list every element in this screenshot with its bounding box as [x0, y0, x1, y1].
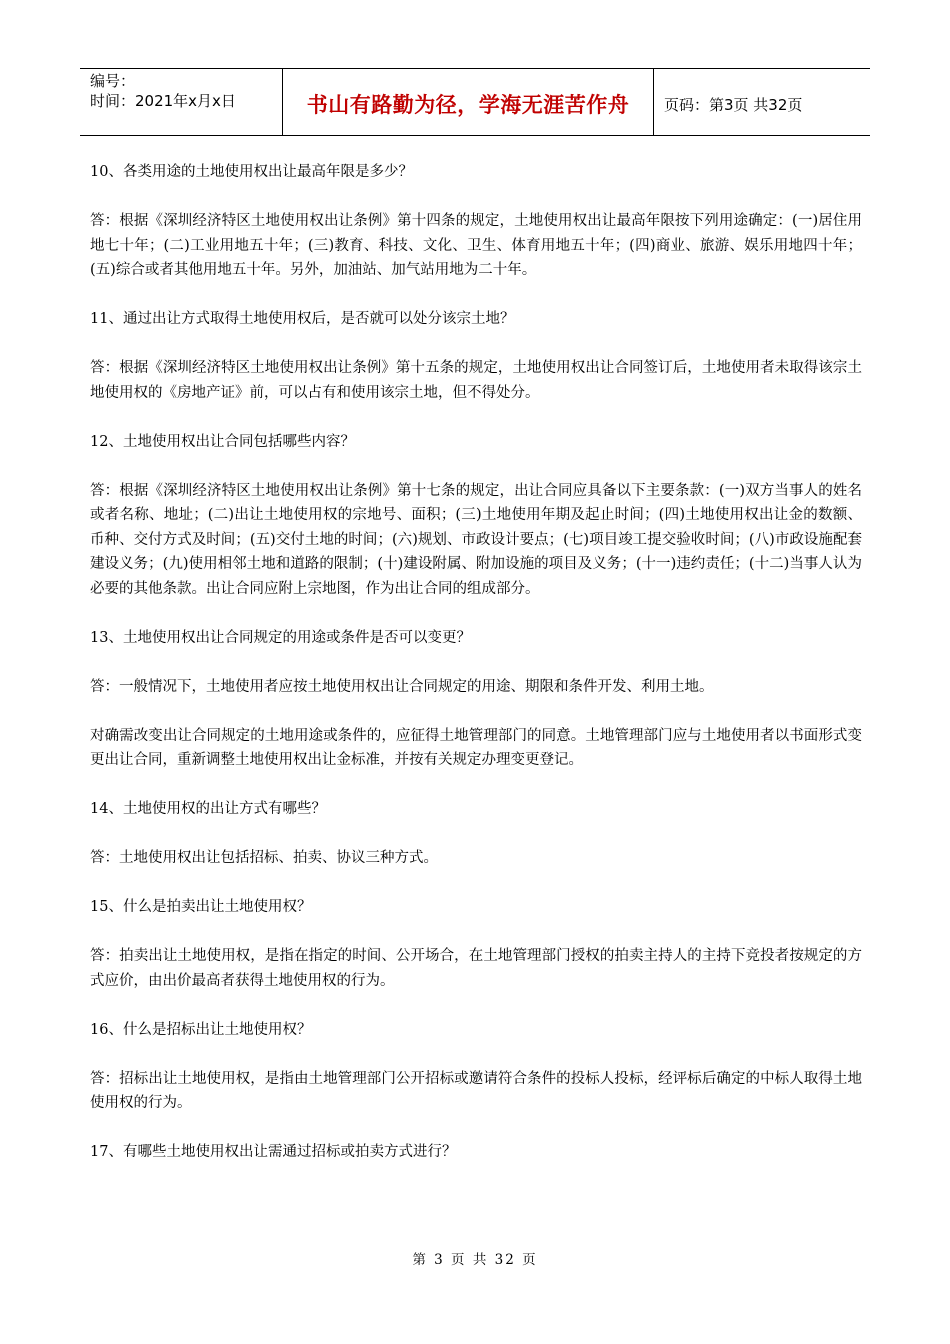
question-14: 14、土地使用权的出让方式有哪些？: [90, 801, 326, 817]
answer-12: 答：根据《深圳经济特区土地使用权出让条例》第十七条的规定，出让合同应具备以下主要条款：(一)双方当事人的姓名或者名称、地址；(二)出让土地使用权的宗地号、面积；(三)土地使用年期及起止时间；(四)土地使用权出让金的数额、币种、交付方式及时间；(五)交付土地的时间；(六)规划、市政设计要点；(七)项目竣工提交验收时间；(八)市政设施配套建设义务；(九)使用相邻土地和道路的限制；(十)建设附属、附加设施的项目及义务；(十一)违约责任；(十二)当事人认为必要的其他条款。出让合同应附上宗地图，作为出让合同的组成部分。: [90, 482, 862, 597]
document-number-label: 编号：: [90, 72, 136, 90]
question-12: 12、土地使用权出让合同包括哪些内容？: [90, 433, 355, 450]
answer-10: 答：根据《深圳经济特区土地使用权出让条例》第十四条的规定，土地使用权出让最高年限按下列用途确定：(一)居住用地七十年；(二)工业用地五十年；(三)教育、科技、文化、卫生、体育用地五十年；(四)商业、旅游、娱乐用地四十年；(五)综合或者其他用地五十年。另外，加油站、加气站用地为二十年。: [90, 213, 862, 278]
document-header: [80, 68, 870, 136]
answer-11: 答：根据《深圳经济特区土地使用权出让条例》第十五条的规定，土地使用权出让合同签订后，土地使用者未取得该宗土地使用权的《房地产证》前，可以占有和使用该宗土地，但不得处分。: [90, 360, 862, 401]
header-motto: 书山有路勤为径，学海无涯苦作舟: [282, 69, 654, 135]
answer-16: 答：招标出让土地使用权，是指由土地管理部门公开招标或邀请符合条件的投标人投标，经评标后确定的中标人取得土地使用权的行为。: [90, 1070, 862, 1111]
question-17: 17、有哪些土地使用权出让需通过招标或拍卖方式进行？: [90, 1144, 457, 1160]
document-time-label: 时间：2021年x月x日: [90, 92, 236, 110]
page-footer: 第 3 页 共 32 页: [412, 1252, 538, 1268]
header-meta: [80, 69, 282, 135]
question-13: 13、土地使用权出让合同规定的用途或条件是否可以变更？: [90, 629, 471, 646]
answer-13-continued: 对确需改变出让合同规定的土地用途或条件的，应征得土地管理部门的同意。土地管理部门应与土地使用者以书面形式变更出让合同，重新调整土地使用权出让金标准，并按有关规定办理变更登记。: [90, 727, 862, 768]
answer-15: 答：拍卖出让土地使用权，是指在指定的时间、公开场合，在土地管理部门授权的拍卖主持人的主持下竞投者按规定的方式应价，由出价最高者获得土地使用权的行为。: [90, 948, 862, 989]
question-11: 11、通过出让方式取得土地使用权后，是否就可以处分该宗土地？: [90, 311, 515, 327]
answer-14: 答：土地使用权出让包括招标、拍卖、协议三种方式。: [90, 850, 438, 866]
question-15: 15、什么是拍卖出让土地使用权？: [90, 899, 312, 915]
header-page-info: 页码：第3页 共32页: [664, 95, 803, 114]
question-10: 10、各类用途的土地使用权出让最高年限是多少？: [90, 164, 413, 180]
question-16: 16、什么是招标出让土地使用权？: [90, 1021, 312, 1038]
document-body: [90, 160, 862, 1189]
answer-13: 答：一般情况下，土地使用者应按土地使用权出让合同规定的用途、期限和条件开发、利用土地。: [90, 678, 714, 695]
